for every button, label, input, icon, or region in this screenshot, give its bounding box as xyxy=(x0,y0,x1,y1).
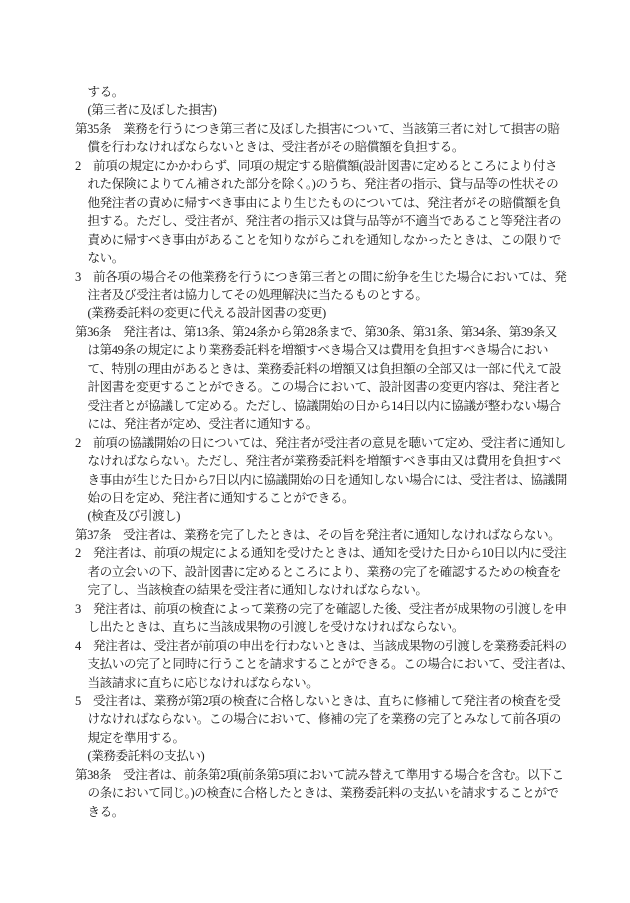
article-36-para2-line3: き事由が生じた日から7日以内に協議開始の日を通知しない場合には、受注者は、協議開 xyxy=(87,472,567,487)
article-35-para1-line2: 償を行わなければならないときは、受注者がその賠償額を負担する。 xyxy=(87,140,464,155)
article-38-para1-line3: きる。 xyxy=(87,804,124,819)
article-37-para5-line1: 5 受注者は、業務が第2項の検査に合格しないときは、直ちに修補して発注者の検査を受 xyxy=(75,693,561,708)
prev-article-tail-line: する。 xyxy=(87,85,124,99)
article-35-para2-line1: 2 前項の規定にかかわらず、同項の規定する賠償額(設計図書に定めるところにより付さ xyxy=(75,158,558,173)
article-35-para2-line4: 担する。ただし、受注者が、発注者の指示又は貸与品等が不適当であること等発注者の xyxy=(87,214,562,229)
article-37-para5-line2: けなければならない。この場合において、修補の完了を業務の完了とみなして前各項の xyxy=(87,712,561,727)
article-35-para2-line5: 責めに帰すべき事由があることを知りながらこれを通知しなかったときは、この限りで xyxy=(87,232,561,247)
article-37-para3-line2: し出たときは、直ちに当該成果物の引渡しを受けなければならない。 xyxy=(87,620,464,635)
document-text-block xyxy=(75,83,575,821)
article-37-para4-line1: 4 発注者は、受注者が前項の申出を行わないときは、当該成果物の引渡しを業務委託料の xyxy=(75,638,567,653)
article-37-para2-line2: 者の立会いの下、設計図書に定めるところにより、業務の完了を確認するための検査を xyxy=(87,564,562,579)
article-37-para1-line1: 第37条 受注者は、業務を完了したときは、その旨を発注者に通知しなければならない。 xyxy=(75,527,561,542)
article-36-para1-line1: 第36条 発注者は、第13条、第24条から第28条まで、第30条、第31条、第34条、第39条又 xyxy=(75,324,557,339)
article-37-para3-line1: 3 発注者は、前項の検査によって業務の完了を確認した後、受注者が成果物の引渡しを申 xyxy=(75,601,567,616)
caption-inspection-delivery: (検査及び引渡し) xyxy=(87,509,180,524)
article-36-para2-line1: 2 前項の協議開始の日については、発注者が受注者の意見を聴いて定め、受注者に通知し xyxy=(75,435,566,450)
article-36-para1-line2: は第49条の規定により業務委託料を増額すべき場合又は費用を負担すべき場合におい xyxy=(87,343,549,358)
article-36-para1-line3: て、特別の理由があるときは、業務委託料の増額又は負担額の全部又は一部に代えて設 xyxy=(87,361,561,376)
article-35-para3-line2: 注者及び受注者は協力してその処理解決に当たるものとする。 xyxy=(87,287,428,302)
article-35-para2-line3: 他発注者の責めに帰すべき事由により生じたものについては、発注者がその賠償額を負 xyxy=(87,195,561,210)
article-36-para2-line4: 始の日を定め、発注者に通知することができる。 xyxy=(87,490,355,505)
caption-fee-payment: (業務委託料の支払い) xyxy=(87,749,205,764)
article-37-para2-line3: 完了し、当該検査の結果を受注者に通知しなければならない。 xyxy=(87,583,428,598)
article-36-para1-line6: には、発注者が定め、受注者に通知する。 xyxy=(87,417,318,432)
article-37-para4-line3: 当該請求に直ちに応じなければならない。 xyxy=(87,675,319,690)
article-35-para2-line6: ない。 xyxy=(87,251,124,266)
article-36-para1-line4: 計図書を変更することができる。この場合において、設計図書の変更内容は、発注者と xyxy=(87,380,561,395)
article-37-para5-line3: 規定を準用する。 xyxy=(87,730,185,745)
caption-third-party-damage: (第三者に及ぼした損害) xyxy=(87,103,217,118)
article-37-para2-line1: 2 発注者は、前項の規定による通知を受けたときは、通知を受けた日から10日以内に受注 xyxy=(75,546,567,561)
article-37-para4-line2: 支払いの完了と同時に行うことを請求することができる。この場合において、受注者は、 xyxy=(87,657,573,672)
article-35-para1-line1: 第35条 業務を行うにつき第三者に及ぼした損害について、当該第三者に対して損害の賠 xyxy=(75,121,560,136)
article-38-para1-line1: 第38条 受注者は、前条第2項(前条第5項において読み替えて準用する場合を含む。以下こ xyxy=(75,767,564,782)
article-38-para1-line2: の条において同じ。)の検査に合格したときは、業務委託料の支払いを請求することがで xyxy=(87,786,559,801)
article-35-para2-line2: れた保険によりてん補された部分を除く。)のうち、発注者の指示、貸与品等の性状その xyxy=(87,177,559,192)
article-35-para3-line1: 3 前各項の場合その他業務を行うにつき第三者との間に紛争を生じた場合においては、発 xyxy=(75,269,567,284)
caption-design-doc-change: (業務委託料の変更に代える設計図書の変更) xyxy=(87,306,326,321)
article-36-para2-line2: なければならない。ただし、発注者が業務委託料を増額すべき事由又は費用を負担すべ xyxy=(87,454,561,469)
article-36-para1-line5: 受注者とが協議して定める。ただし、協議開始の日から14日以内に協議が整わない場合 xyxy=(87,398,561,413)
